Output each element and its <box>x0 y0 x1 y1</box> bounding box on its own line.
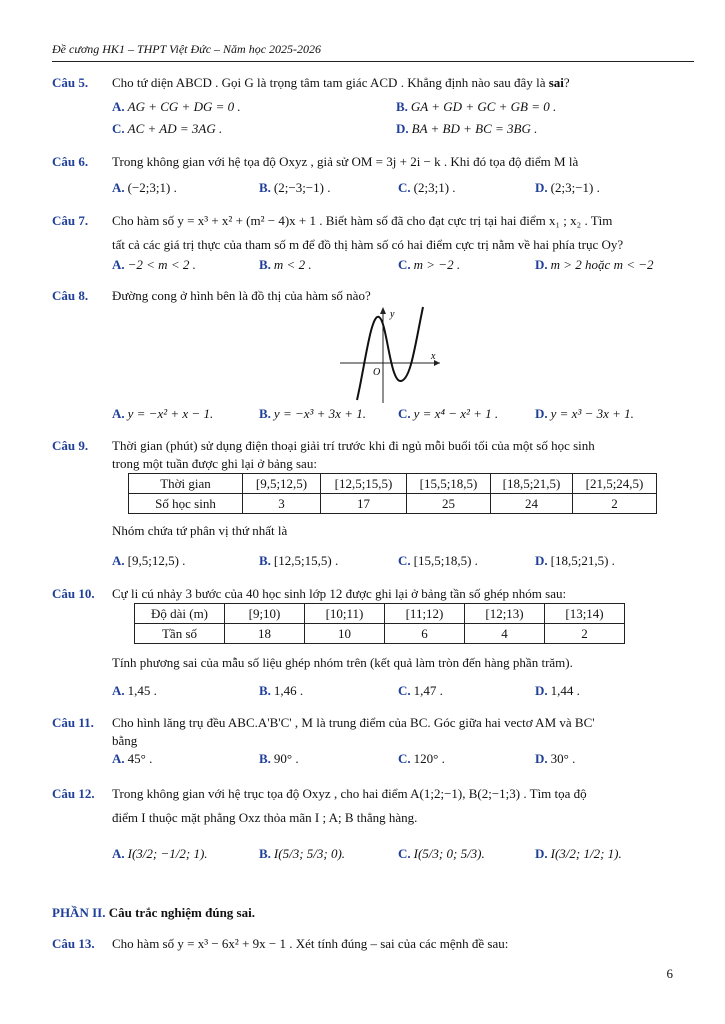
option-c[interactable]: C. 1,47 . <box>398 683 443 698</box>
table-row <box>135 624 625 644</box>
page-number: 6 <box>666 966 673 981</box>
y-axis-label: y <box>390 309 395 320</box>
question-prompt: Nhóm chứa tứ phân vị thứ nhất là <box>112 523 288 538</box>
question-text: Đường cong ở hình bên là đồ thị của hàm số nào? <box>112 288 371 303</box>
option-b[interactable]: B. 90° . <box>259 751 299 766</box>
table-cell: 18 <box>225 624 305 644</box>
question-text: Trong không gian với hệ trục tọa độ Oxyz , cho hai điểm A(1;2;−1), B(2;−1;3) . Tìm tọa độ điểm I thuộc mặt phẳng Oxz thỏa mãn I ; A; B thẳng hàng. <box>112 786 587 825</box>
table-cell: 2 <box>545 624 625 644</box>
question-number: Câu 9. <box>52 438 89 453</box>
table-cell: [9,5;12,5) <box>243 474 321 494</box>
question-9 <box>52 437 697 570</box>
question-text: Cự li cú nhảy 3 bước của 40 học sinh lớp 12 được ghi lại ở bảng tần số ghép nhóm sau: <box>112 586 567 601</box>
table-cell: [18,5;21,5) <box>491 474 573 494</box>
option-c[interactable]: C. m > −2 . <box>398 257 461 272</box>
question-8-options <box>52 405 697 423</box>
option-c[interactable]: C. (2;3;1) . <box>398 180 456 195</box>
option-a[interactable]: A. I(3/2; −1/2; 1). <box>112 846 208 861</box>
options-row <box>112 750 697 768</box>
question-text: Trong không gian với hệ tọa độ Oxyz , giả sử OM = 3j + 2i − k . Khi đó tọa độ điểm M là <box>112 154 579 169</box>
option-c[interactable]: C. 120° . <box>398 751 445 766</box>
question-number: Câu 10. <box>52 586 95 601</box>
options-row <box>112 256 697 274</box>
question-5 <box>52 74 697 138</box>
option-a[interactable]: A. AG + CG + DG = 0 . <box>112 99 241 114</box>
option-b[interactable]: B. (2;−3;−1) . <box>259 180 331 195</box>
table-cell: 25 <box>407 494 491 514</box>
table-cell: Số học sinh <box>129 494 243 514</box>
question-text: Cho hàm số y = x³ + x² + (m² − 4)x + 1 . Biết hàm số đã cho đạt cực trị tại hai điểm x₁ ; x₂ . Tìm tất cả các giá trị thực của tham số m để đồ thị hàm số có hai điểm cực trị nằm về hai phía trục Oy? <box>112 213 624 252</box>
question-text: Cho hình lăng trụ đều ABC.A'B'C' , M là trung điểm của BC. Góc giữa hai vectơ AM và BC' bằng <box>112 715 595 748</box>
question-text: Thời gian (phút) sử dụng điện thoại giải trí trước khi đi ngủ mỗi buổi tối của một số học sinh trong một tuần được ghi lại ở bảng sau: <box>112 438 595 471</box>
option-d[interactable]: D. [18,5;21,5) . <box>535 553 615 568</box>
question-12 <box>52 785 697 863</box>
option-b[interactable]: B. y = −x³ + 3x + 1. <box>259 406 366 421</box>
table-cell: Thời gian <box>129 474 243 494</box>
table-cell: [9;10) <box>225 604 305 624</box>
table-cell: 2 <box>573 494 657 514</box>
question-prompt: Tính phương sai của mẫu số liệu ghép nhóm trên (kết quả làm tròn đến hàng phần trăm). <box>112 655 573 670</box>
question-number: Câu 12. <box>52 786 95 801</box>
table-cell: [15,5;18,5) <box>407 474 491 494</box>
y-axis-arrow <box>380 307 386 314</box>
table-cell: Độ dài (m) <box>135 604 225 624</box>
option-c[interactable]: C. I(5/3; 0; 5/3). <box>398 846 485 861</box>
frequency-table <box>134 603 625 644</box>
page-header: Đề cương HK1 – THPT Việt Đức – Năm học 2025-2026 <box>52 42 694 62</box>
question-8 <box>52 287 697 305</box>
section-title: Câu trắc nghiệm đúng sai. <box>105 905 255 920</box>
table-cell: [21,5;24,5) <box>573 474 657 494</box>
table-header-row <box>129 474 657 494</box>
table-cell: [12;13) <box>465 604 545 624</box>
question-6 <box>52 153 697 197</box>
options-row <box>112 552 697 570</box>
question-text: Cho hàm số y = x³ − 6x² + 9x − 1 . Xét tính đúng – sai của các mệnh đề sau: <box>112 936 509 951</box>
option-b[interactable]: B. GA + GD + GC + GB = 0 . <box>396 99 557 114</box>
options-row <box>112 405 697 423</box>
table-cell: 24 <box>491 494 573 514</box>
option-a[interactable]: A. (−2;3;1) . <box>112 180 177 195</box>
question-13 <box>52 935 697 953</box>
frequency-table <box>128 473 657 514</box>
option-a[interactable]: A. −2 < m < 2 . <box>112 257 196 272</box>
table-cell: [10;11) <box>305 604 385 624</box>
table-cell: [13;14) <box>545 604 625 624</box>
table-cell: Tần số <box>135 624 225 644</box>
table-cell: 4 <box>465 624 545 644</box>
table-cell: 10 <box>305 624 385 644</box>
option-d[interactable]: D. 1,44 . <box>535 683 580 698</box>
option-b[interactable]: B. m < 2 . <box>259 257 312 272</box>
function-graph <box>335 305 445 405</box>
options-row <box>112 845 697 863</box>
option-d[interactable]: D. I(3/2; 1/2; 1). <box>535 846 622 861</box>
question-number: Câu 5. <box>52 75 89 90</box>
question-number: Câu 11. <box>52 715 94 730</box>
option-d[interactable]: D. y = x³ − 3x + 1. <box>535 406 634 421</box>
table-cell: [11;12) <box>385 604 465 624</box>
question-10 <box>52 585 697 700</box>
table-header-row <box>135 604 625 624</box>
origin-label: O <box>373 367 381 378</box>
option-c[interactable]: C. y = x⁴ − x² + 1 . <box>398 406 499 421</box>
section-heading <box>52 905 255 921</box>
cubic-curve <box>357 307 423 400</box>
option-d[interactable]: D. 30° . <box>535 751 576 766</box>
option-c[interactable]: C. AC + AD = 3AG . <box>112 121 223 136</box>
table-row <box>129 494 657 514</box>
option-d[interactable]: D. (2;3;−1) . <box>535 180 600 195</box>
option-a[interactable]: A. [9,5;12,5) . <box>112 553 186 568</box>
table-cell: 3 <box>243 494 321 514</box>
options-row <box>112 98 697 116</box>
option-b[interactable]: B. I(5/3; 5/3; 0). <box>259 846 346 861</box>
question-number: Câu 7. <box>52 213 89 228</box>
section-label: PHẦN II. <box>52 905 106 920</box>
option-a[interactable]: A. 1,45 . <box>112 683 157 698</box>
option-c[interactable]: C. [15,5;18,5) . <box>398 553 478 568</box>
question-number: Câu 13. <box>52 936 95 951</box>
table-cell: 17 <box>321 494 407 514</box>
table-cell: 6 <box>385 624 465 644</box>
option-d[interactable]: D. m > 2 hoặc m < −2 <box>535 257 654 272</box>
option-a[interactable]: A. 45° . <box>112 751 153 766</box>
options-row <box>112 120 697 138</box>
question-number: Câu 8. <box>52 288 89 303</box>
options-row <box>112 179 697 197</box>
option-d[interactable]: D. BA + BD + BC = 3BG . <box>396 121 538 136</box>
question-7 <box>52 212 697 274</box>
question-number: Câu 6. <box>52 154 89 169</box>
table-cell: [12,5;15,5) <box>321 474 407 494</box>
option-a[interactable]: A. y = −x² + x − 1. <box>112 406 214 421</box>
option-b[interactable]: B. [12,5;15,5) . <box>259 553 339 568</box>
x-axis-label: x <box>431 351 436 362</box>
options-row <box>112 682 697 700</box>
question-text: Cho tứ diện ABCD . Gọi G là trọng tâm tam giác ACD . Khẳng định nào sau đây là sai? <box>112 75 570 90</box>
question-11 <box>52 714 697 768</box>
option-b[interactable]: B. 1,46 . <box>259 683 304 698</box>
